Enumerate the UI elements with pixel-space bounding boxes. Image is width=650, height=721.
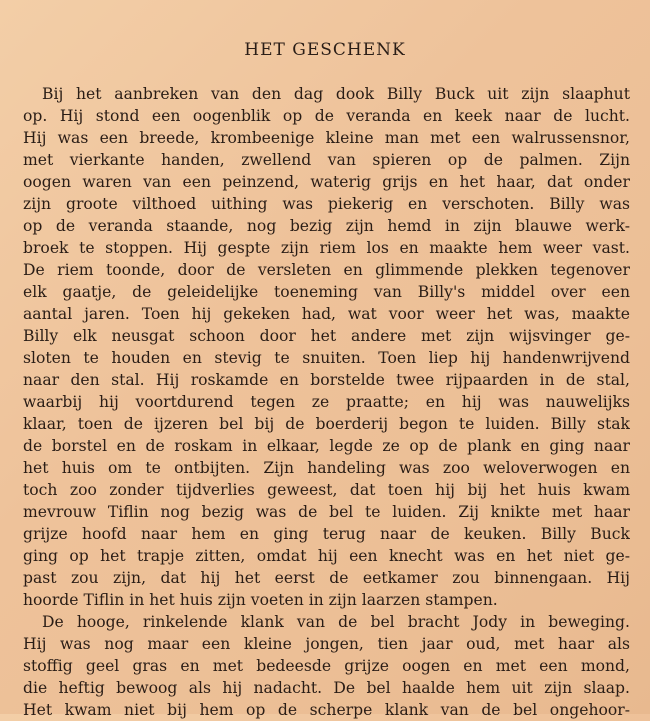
text-line: de borstel en de roskam in elkaar, legde ze op de plank en ging naar	[23, 437, 630, 455]
text-line: past zou zijn, dat hij het eerst de eetkamer zou binnengaan. Hij	[23, 569, 630, 587]
text-line: toch zoo zonder tijdverlies geweest, dat toen hij bij het huis kwam	[23, 481, 630, 499]
text-line: het huis om te ontbijten. Zijn handeling was zoo weloverwogen en	[23, 459, 630, 477]
text-line: elk gaatje, de geleidelijke toeneming van Billy's middel over een	[23, 283, 630, 301]
text-line: klaar, toen de ijzeren bel bij de boerderij begon te luiden. Billy stak	[23, 415, 630, 433]
text-line: ging op het trapje zitten, omdat hij een knecht was en het niet ge-	[23, 547, 630, 565]
text-line: Het kwam niet bij hem op de scherpe klank van de bel ongehoor-	[23, 701, 630, 719]
text-line: broek te stoppen. Hij gespte zijn riem los en maakte hem weer vast.	[23, 239, 630, 257]
text-line: stoffig geel gras en met bedeesde grijze oogen en met een mond,	[23, 657, 630, 675]
text-line: aantal jaren. Toen hij gekeken had, wat voor weer het was, maakte	[23, 305, 630, 323]
text-line: Hij was een breede, krombeenige kleine man met een walrussensnor,	[23, 129, 630, 147]
text-line: die heftig bewoog als hij nadacht. De bel haalde hem uit zijn slaap.	[23, 679, 630, 697]
text-line: mevrouw Tiflin nog bezig was de bel te luiden. Zij knikte met haar	[23, 503, 630, 521]
text-line: De riem toonde, door de versleten en glimmende plekken tegenover	[23, 261, 630, 279]
text-line: oogen waren van een peinzend, waterig grijs en het haar, dat onder	[23, 173, 630, 191]
text-line: waarbij hij voortdurend tegen ze praatte; en hij was nauwelijks	[23, 393, 630, 411]
text-line: op de veranda staande, nog bezig zijn hemd in zijn blauwe werk-	[23, 217, 630, 235]
text-line: met vierkante handen, zwellend van spieren op de palmen. Zijn	[23, 151, 630, 169]
text-line: Hij was nog maar een kleine jongen, tien jaar oud, met haar als	[23, 635, 630, 653]
text-line: hoorde Tiflin in het huis zijn voeten in zijn laarzen stampen.	[23, 591, 498, 609]
text-line: Bij het aanbreken van den dag dook Billy Buck uit zijn slaaphut	[42, 85, 630, 103]
text-line: op. Hij stond een oogenblik op de veranda en keek naar de lucht.	[23, 107, 630, 125]
text-line: Billy elk neusgat schoon door het andere met zijn wijsvinger ge-	[23, 327, 630, 345]
text-line: sloten te houden en stevig te snuiten. Toen liep hij handenwrijvend	[23, 349, 630, 367]
chapter-title: HET GESCHENK	[244, 40, 406, 60]
text-line: De hooge, rinkelende klank van de bel bracht Jody in beweging.	[42, 613, 630, 631]
text-line: grijze hoofd naar hem en ging terug naar de keuken. Billy Buck	[23, 525, 630, 543]
text-line: naar den stal. Hij roskamde en borstelde twee rijpaarden in de stal,	[23, 371, 630, 389]
text-line: zijn groote vilthoed uithing was piekerig en verschoten. Billy was	[23, 195, 630, 213]
